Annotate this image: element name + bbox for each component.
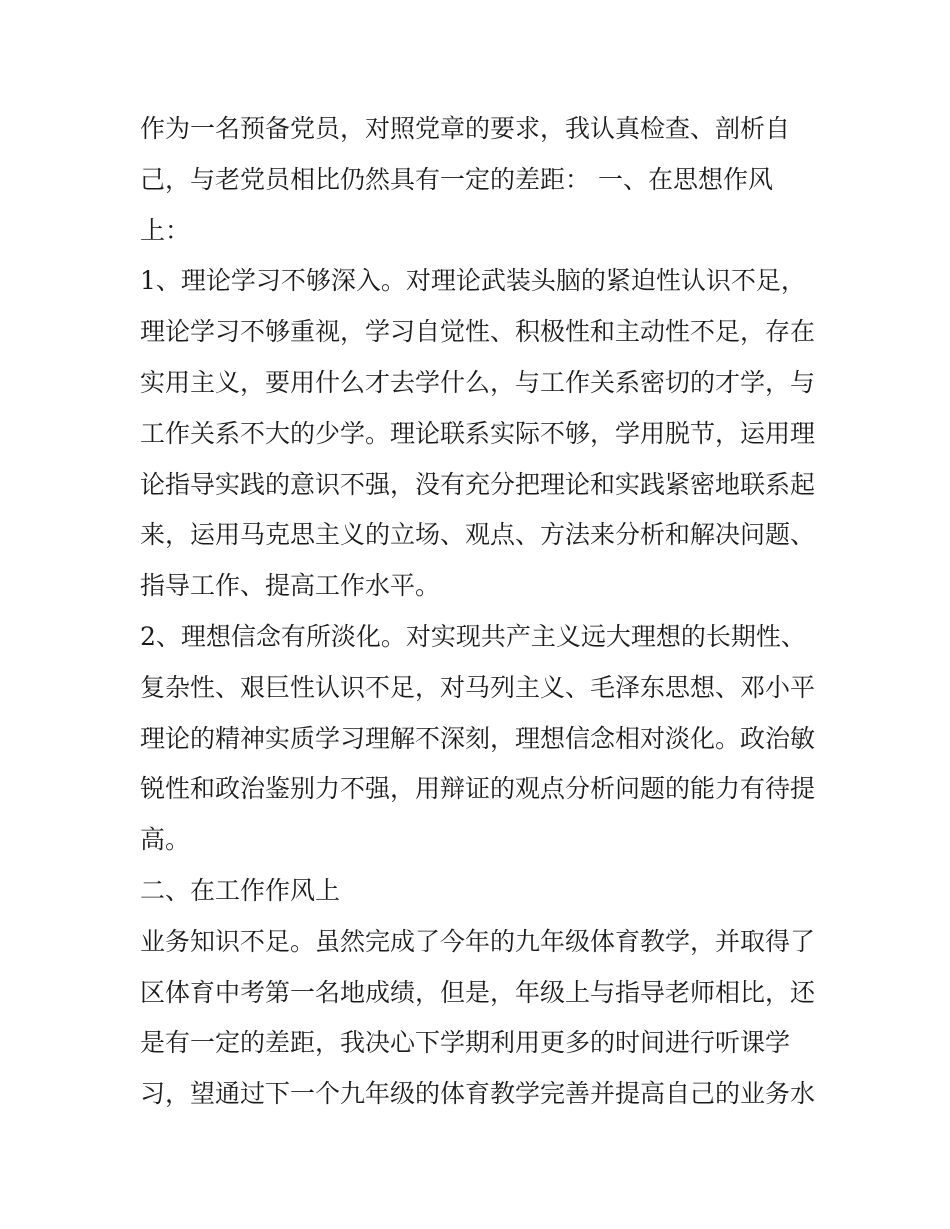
document-body: [140, 104, 815, 1120]
text-line: 1、理论学习不够深入。对理论武装头脑的紧迫性认识不足，: [140, 266, 806, 296]
text-line: 己，与老党员相比仍然具有一定的差距： 一、在思想作风: [140, 164, 773, 194]
text-line: 区体育中考第一名地成绩，但是，年级上与指导老师相比，还: [140, 977, 815, 1007]
text-line: 实用主义，要用什么才去学什么，与工作关系密切的才学，与: [140, 367, 815, 397]
text-line: 复杂性、艰巨性认识不足，对马列主义、毛泽东思想、邓小平: [140, 672, 815, 702]
text-line: 业务知识不足。虽然完成了今年的九年级体育教学，并取得了: [140, 926, 815, 956]
text-line: 锐性和政治鉴别力不强，用辩证的观点分析问题的能力有待提: [140, 774, 815, 804]
text-line: 作为一名预备党员，对照党章的要求，我认真检查、剖析自: [140, 114, 791, 143]
text-line: 上：: [140, 215, 191, 245]
text-line: 高。: [140, 825, 191, 855]
section-heading: 二、在工作作风上: [140, 875, 341, 905]
text-line: 论指导实践的意识不强，没有充分把理论和实践紧密地联系起: [140, 469, 815, 499]
text-line: 工作关系不大的少学。理论联系实际不够，学用脱节，运用理: [140, 418, 815, 448]
text-line: 2、理想信念有所淡化。对实现共产主义远大理想的长期性、: [140, 621, 806, 651]
text-line: 来，运用马克思主义的立场、观点、方法来分析和解决问题、: [140, 520, 815, 550]
text-line: 理论的精神实质学习理解不深刻，理想信念相对淡化。政治敏: [140, 723, 815, 753]
text-line: 理论学习不够重视，学习自觉性、积极性和主动性不足，存在: [140, 317, 815, 347]
text-line: 是有一定的差距，我决心下学期利用更多的时间进行听课学: [140, 1028, 791, 1058]
text-line: 指导工作、提高工作水平。: [140, 571, 441, 601]
text-line: 习，望通过下一个九年级的体育教学完善并提高自己的业务水: [140, 1079, 815, 1109]
